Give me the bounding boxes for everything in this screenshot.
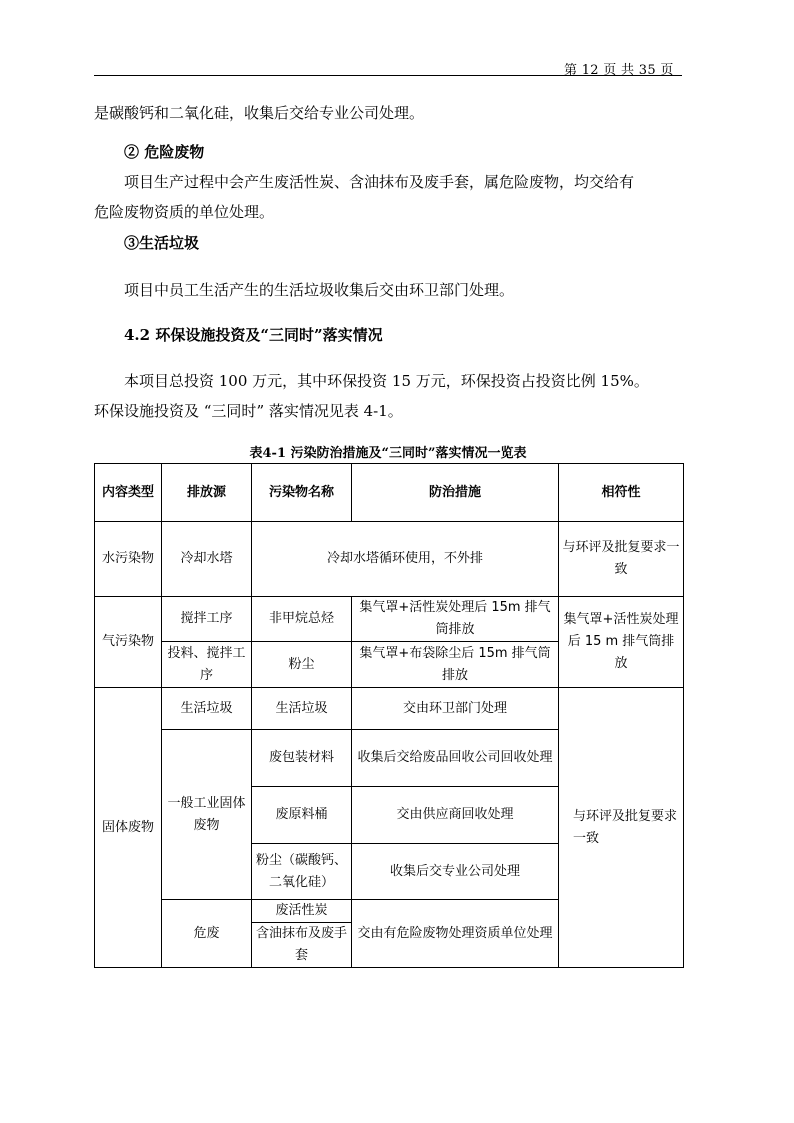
table-header-row: [95, 464, 684, 522]
paragraph-investment-line-2: 环保设施投资及 “三同时” 落实情况见表 4-1。: [94, 402, 403, 420]
cell-solid-hazardous-pollutant-1: 废活性炭: [252, 900, 352, 923]
cell-gas-measure-1: 集气罩+活性炭处理后 15m 排气筒排放: [352, 597, 559, 642]
table-row-solid-domestic: [95, 688, 684, 730]
cell-gas-pollutant-2: 粉尘: [252, 642, 352, 688]
heading-hazardous-waste: ② 危险废物: [124, 143, 205, 161]
body-line-1: 是碳酸钙和二氧化硅，收集后交给专业公司处理。: [94, 104, 425, 122]
cell-water-type: 水污染物: [95, 522, 162, 597]
cell-solid-domestic-measure: 交由环卫部门处理: [352, 688, 559, 730]
header-compliance: 相符性: [559, 464, 684, 522]
header-control-measure: 防治措施: [352, 464, 559, 522]
cell-water-compliance: 与环评及批复要求一致: [559, 522, 684, 597]
cell-solid-hazardous-pollutant-2: 含油抹布及废手套: [252, 923, 352, 968]
cell-gas-pollutant-1: 非甲烷总烃: [252, 597, 352, 642]
cell-solid-general-pollutant-3: 粉尘（碳酸钙、二氧化硅）: [252, 844, 352, 900]
header-content-type: 内容类型: [95, 464, 162, 522]
cell-solid-compliance: 与环评及批复要求一致: [559, 688, 684, 968]
cell-solid-general-measure-1: 收集后交给废品回收公司回收处理: [352, 730, 559, 787]
paragraph-domestic-waste: 项目中员工生活产生的生活垃圾收集后交由环卫部门处理。: [124, 281, 515, 299]
cell-water-source: 冷却水塔: [162, 522, 252, 597]
cell-gas-measure-2: 集气罩+布袋除尘后 15m 排气筒排放: [352, 642, 559, 688]
pollution-control-table: [94, 463, 684, 968]
cell-solid-general-source: 一般工业固体废物: [162, 730, 252, 900]
paragraph-hazardous-line-2: 危险废物资质的单位处理。: [94, 203, 275, 221]
paragraph-hazardous-line-1: 项目生产过程中会产生废活性炭、含油抹布及废手套，属危险废物，均交给有: [124, 173, 635, 191]
cell-solid-general-measure-2: 交由供应商回收处理: [352, 787, 559, 844]
heading-domestic-waste: ③生活垃圾: [124, 234, 200, 252]
cell-solid-general-measure-3: 收集后交专业公司处理: [352, 844, 559, 900]
cell-solid-domestic-source: 生活垃圾: [162, 688, 252, 730]
paragraph-investment-line-1: 本项目总投资 100 万元，其中环保投资 15 万元，环保投资占投资比例 15%。: [124, 372, 649, 390]
cell-solid-general-pollutant-2: 废原料桶: [252, 787, 352, 844]
table-row-gas-1: [95, 597, 684, 642]
cell-solid-hazardous-source: 危废: [162, 900, 252, 968]
cell-gas-type: 气污染物: [95, 597, 162, 688]
cell-solid-general-pollutant-1: 废包装材料: [252, 730, 352, 787]
cell-water-measure: 冷却水塔循环使用，不外排: [252, 522, 559, 597]
table-caption: 表4-1 污染防治措施及“三同时”落实情况一览表: [249, 446, 527, 461]
cell-gas-compliance: 集气罩+活性炭处理后 15 m 排气筒排放: [559, 597, 684, 688]
cell-solid-domestic-pollutant: 生活垃圾: [252, 688, 352, 730]
table-row-water: [95, 522, 684, 597]
header-emission-source: 排放源: [162, 464, 252, 522]
cell-solid-type: 固体废物: [95, 688, 162, 968]
header-pollutant-name: 污染物名称: [252, 464, 352, 522]
cell-gas-source-2: 投料、搅拌工序: [162, 642, 252, 688]
cell-gas-source-1: 搅拌工序: [162, 597, 252, 642]
section-title-4-2: 4.2 环保设施投资及“三同时”落实情况: [124, 326, 383, 344]
header-rule: [94, 75, 682, 76]
cell-solid-hazardous-measure: 交由有危险废物处理资质单位处理: [352, 900, 559, 968]
page-number-label: 第 12 页 共 35 页: [564, 63, 674, 78]
